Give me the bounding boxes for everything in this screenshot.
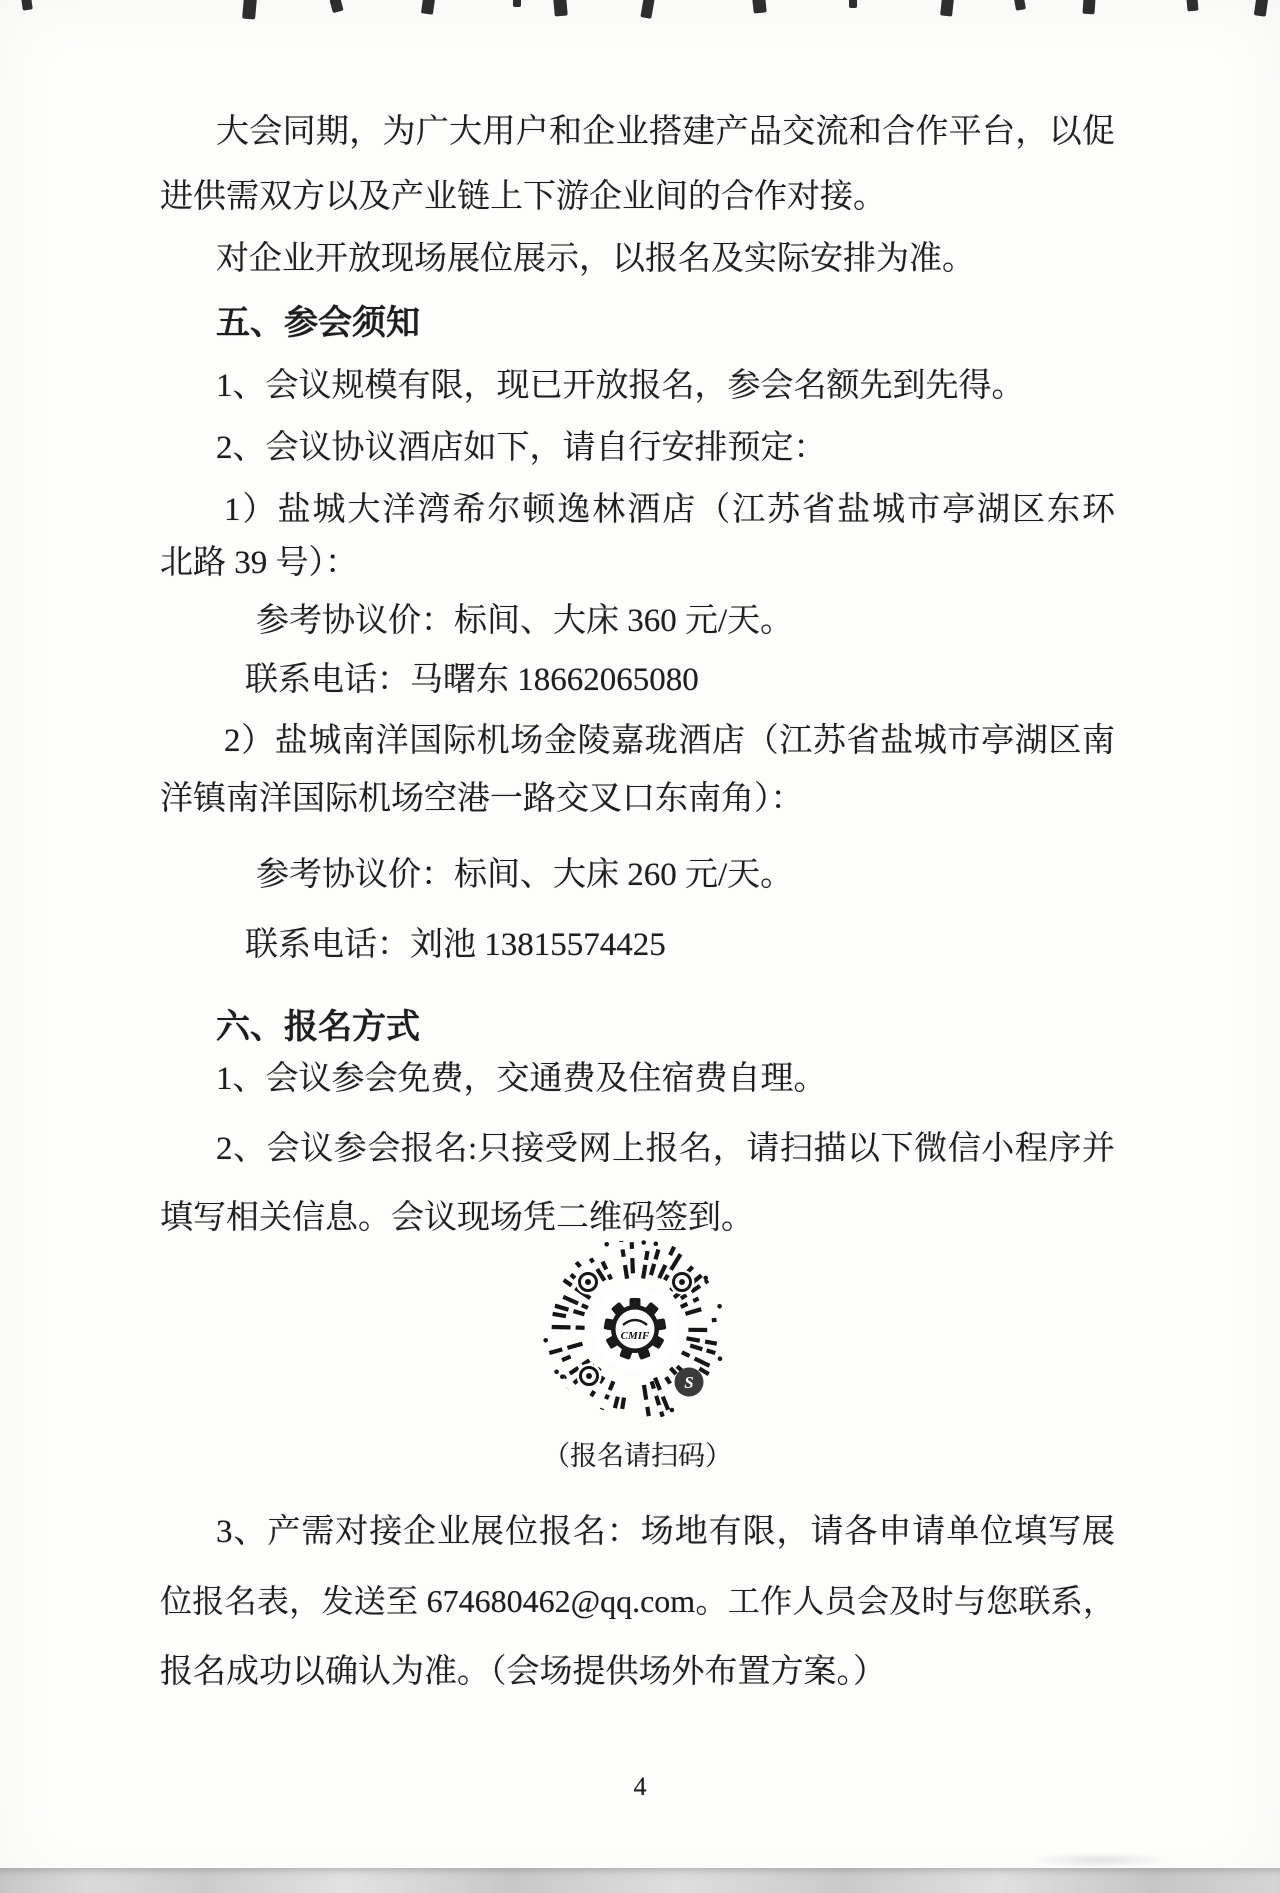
section6-item2-line2: 填写相关信息。会议现场凭二维码签到。: [160, 1200, 754, 1236]
para-platform-line1: 大会同期，为广大用户和企业搭建产品交流和合作平台，以促: [216, 114, 1115, 150]
section5-item2: 2、会议协议酒店如下，请自行安排预定：: [216, 430, 827, 466]
scan-artifact: [1254, 0, 1268, 17]
scan-artifact: [329, 0, 343, 13]
section6-item3-line1: 3、产需对接企业展位报名：场地有限，请各申请单位填写展: [216, 1514, 1115, 1550]
scan-artifact: [513, 0, 521, 7]
hotel2-price: 参考协议价：标间、大床 260 元/天。: [256, 857, 794, 893]
section6-item1: 1、会议参会免费，交通费及住宿费自理。: [216, 1061, 827, 1097]
hotel2-contact: 联系电话：刘池 13815574425: [245, 927, 666, 963]
scan-artifact: [242, 0, 257, 20]
scan-artifact: [752, 0, 766, 14]
scan-artifact: [553, 0, 568, 17]
section6-item2-line1: 2、会议参会报名:只接受网上报名，请扫描以下微信小程序并: [216, 1131, 1115, 1167]
scan-artifact: [1082, 0, 1095, 14]
qr-code-graphic: [542, 1238, 732, 1428]
hotel2-name-line2: 洋镇南洋国际机场空港一路交叉口东南角）：: [160, 781, 804, 817]
hotel1-name-line2: 北路 39 号）：: [160, 545, 358, 581]
hotel1-contact: 联系电话：马曙东 18662065080: [245, 662, 699, 698]
scanner-edge-strip: [0, 1868, 1280, 1893]
para-booth: 对企业开放现场展位展示，以报名及实际安排为准。: [216, 241, 975, 277]
section5-item1: 1、会议规模有限，现已开放报名，参会名额先到先得。: [216, 368, 1025, 404]
section6-item3-line2: 位报名表，发送至 674680462@qq.com。工作人员会及时与您联系，: [160, 1583, 1115, 1619]
hotel1-price: 参考协议价：标间、大床 360 元/天。: [256, 603, 794, 639]
scan-artifact: [940, 0, 954, 17]
scan-artifact: [849, 0, 857, 8]
section5-heading: 五、参会须知: [216, 305, 420, 342]
qr-caption: （报名请扫码）: [543, 1441, 732, 1471]
section6-heading: 六、报名方式: [216, 1009, 420, 1046]
section6-item3-line3: 报名成功以确认为准。（会场提供场外布置方案。）: [160, 1654, 886, 1690]
scan-smudge: [1030, 1852, 1170, 1868]
qr-gear-cmif-label: CMIF: [620, 1330, 650, 1342]
scan-artifact: [640, 0, 654, 19]
para-platform-line2: 进供需双方以及产业链上下游企业间的合作对接。: [160, 179, 886, 215]
hotel2-name-line1: 2）盐城南洋国际机场金陵嘉珑酒店（江苏省盐城市亭湖区南: [224, 723, 1115, 759]
scan-artifact: [1014, 0, 1026, 11]
miniprogram-logo-icon: S: [684, 1373, 694, 1392]
wechat-miniprogram-qr-code: [542, 1238, 732, 1428]
hotel1-name-line1: 1）盐城大洋湾希尔顿逸林酒店（江苏省盐城市亭湖区东环: [224, 492, 1115, 528]
scan-artifact: [1186, 0, 1198, 11]
page-number: 4: [633, 1772, 647, 1801]
scan-artifact: [421, 0, 435, 15]
scan-artifact: [21, 0, 33, 11]
